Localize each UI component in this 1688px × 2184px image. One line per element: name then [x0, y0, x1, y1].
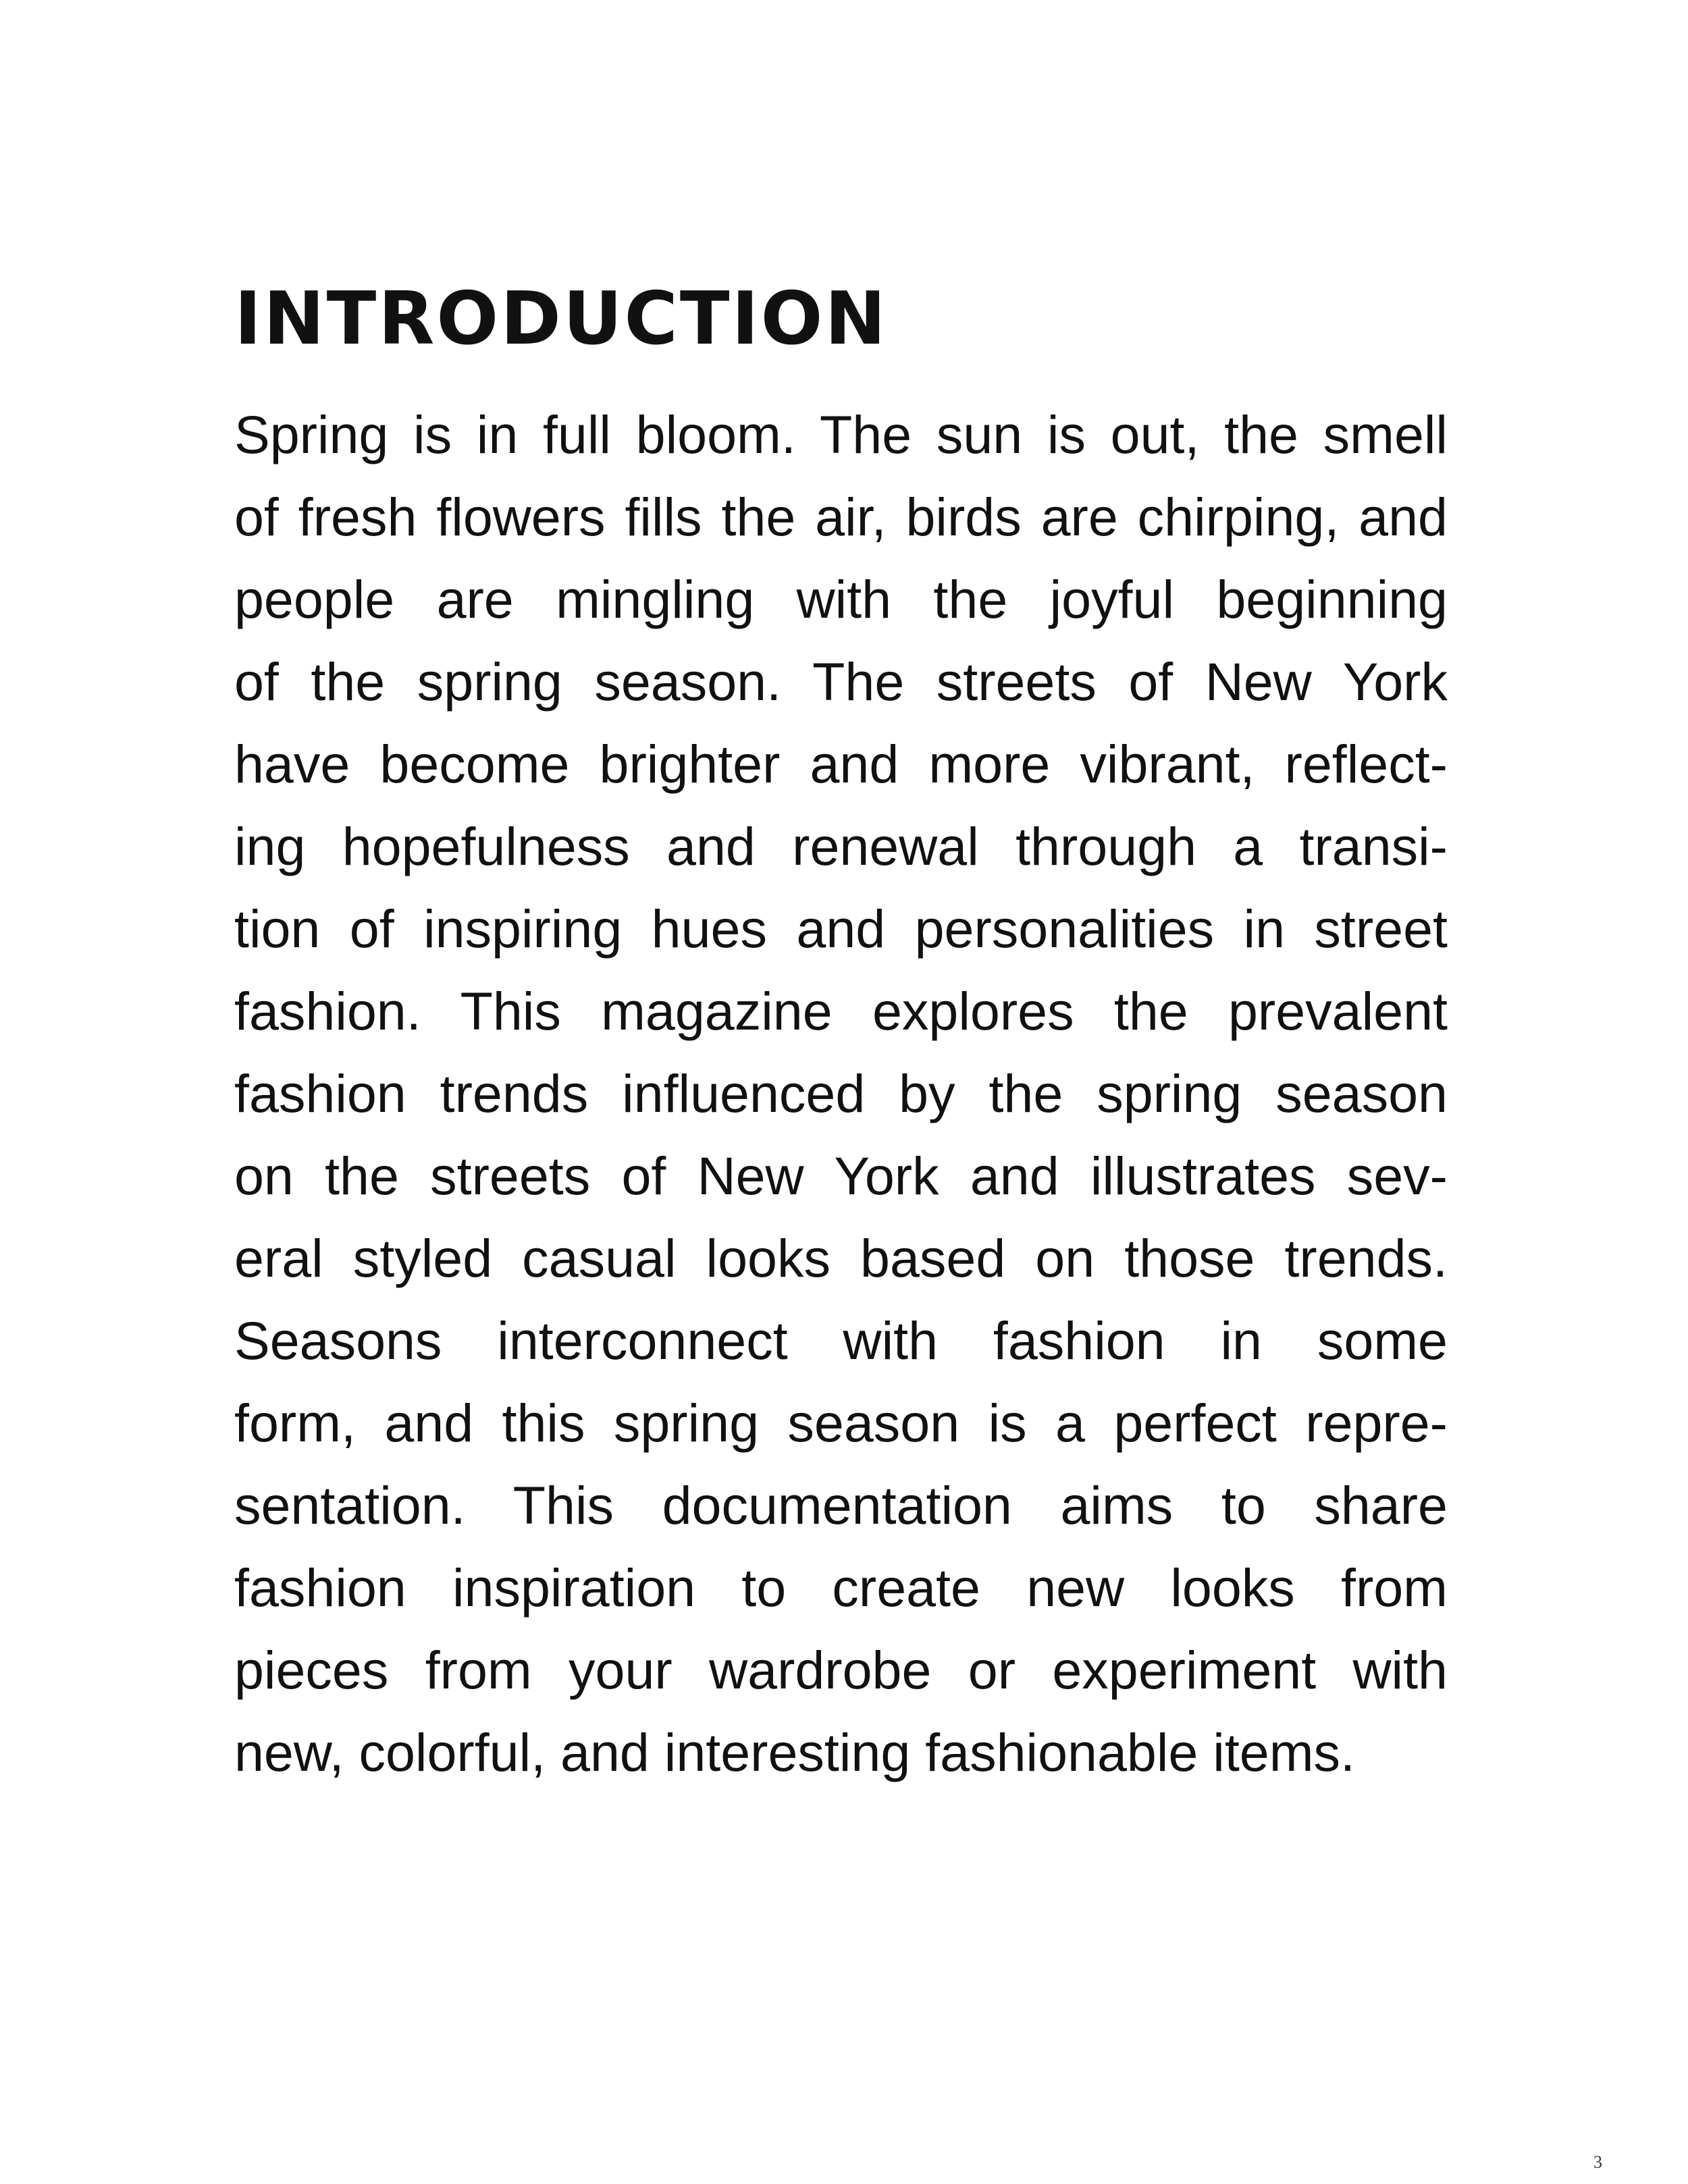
- paragraph-line: of fresh flowers fills the air, birds are chirping, and: [234, 487, 1448, 547]
- paragraph-line: of the spring season. The streets of New York: [234, 651, 1448, 712]
- paragraph-line: Spring is in full bloom. The sun is out, the smell: [234, 404, 1448, 464]
- paragraph-line: fashion inspiration to create new looks from: [234, 1557, 1448, 1618]
- paragraph-line: Seasons interconnect with fashion in some: [234, 1310, 1448, 1370]
- paragraph-line: on the streets of New York and illustrates sev-: [234, 1146, 1448, 1206]
- paragraph-line: sentation. This documentation aims to share: [234, 1475, 1448, 1535]
- introduction-paragraph: [234, 394, 1448, 1794]
- paragraph-line: fashion trends influenced by the spring season: [234, 1063, 1448, 1123]
- paragraph-line: eral styled casual looks based on those trends.: [234, 1228, 1448, 1288]
- page-number: 3: [1593, 2152, 1602, 2172]
- paragraph-line: fashion. This magazine explores the prevalent: [234, 981, 1448, 1041]
- paragraph-line: form, and this spring season is a perfect repre-: [234, 1393, 1448, 1453]
- paragraph-line: ing hopefulness and renewal through a transi-: [234, 816, 1448, 876]
- paragraph-line: people are mingling with the joyful beginning: [234, 569, 1448, 629]
- paragraph-line: tion of inspiring hues and personalities in street: [234, 899, 1448, 959]
- section-heading: INTRODUCTION: [234, 277, 888, 361]
- paragraph-line: new, colorful, and interesting fashionable items.: [234, 1722, 1355, 1782]
- paragraph-line: pieces from your wardrobe or experiment with: [234, 1640, 1448, 1700]
- paragraph-line: have become brighter and more vibrant, reflect-: [234, 734, 1448, 794]
